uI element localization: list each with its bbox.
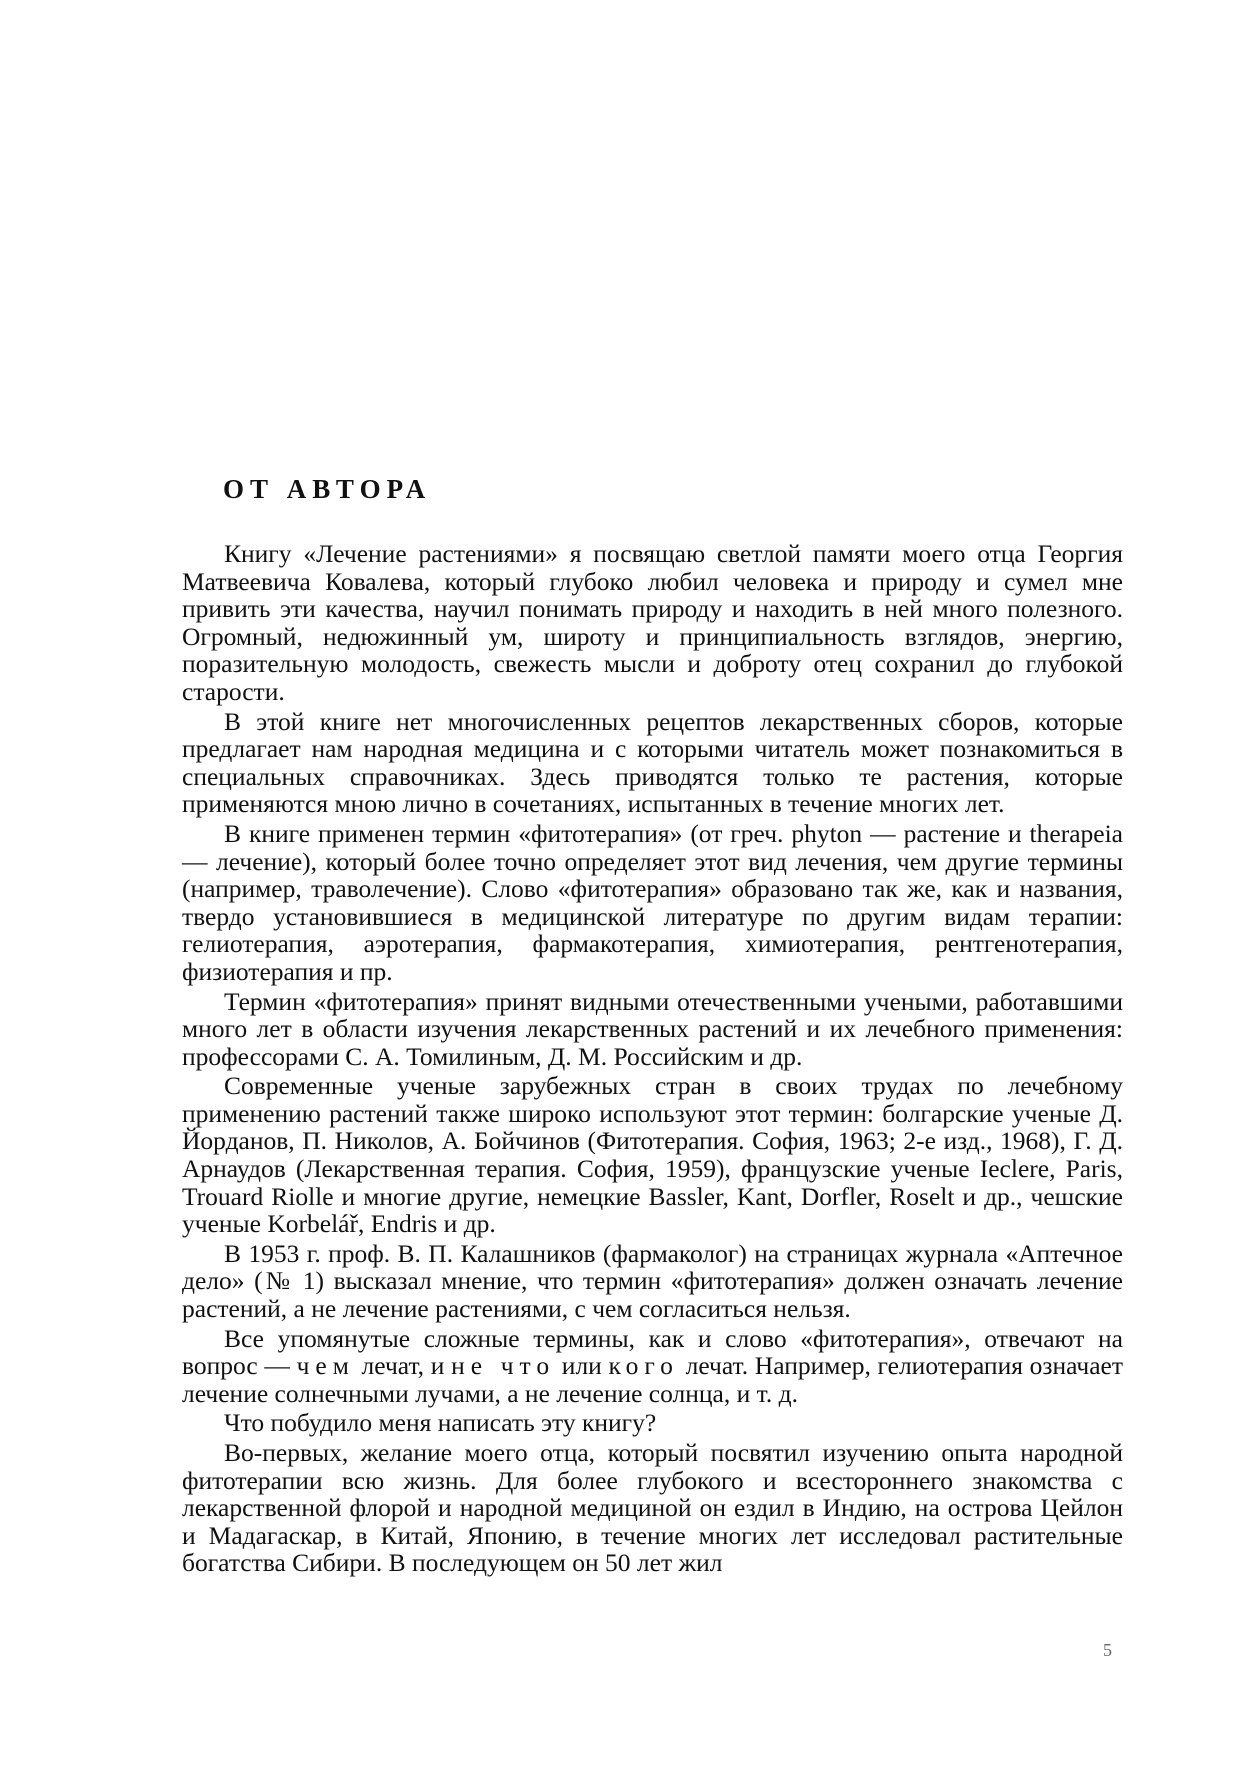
text-run: или [555, 1351, 609, 1381]
body-text [182, 540, 1123, 1579]
emphasis-what-treats: чем [296, 1351, 355, 1381]
emphasis-whom: кого [608, 1351, 679, 1381]
paragraph-foreign-scholars: Современные ученые зарубежных стран в своих трудах по лечебному применению растений также широко используют этот термин: болгарские ученые Д. Йорданов, П. Николов, А. Бойчинов (Фитотерапия. София, 1963; 2-е изд., 1968), Г. Д. Арнаудов (Лекарственная терапия. София, 1959), французские ученые Ieclere, Paris, Trouard Riolle и многие другие, немецкие Bassler, Kant, Dorfler, Roselt и др., чешские ученые Korbelář, Endris и др. [182, 1071, 1123, 1239]
page-number: 5 [1103, 1640, 1112, 1660]
section-heading: ОТ АВТОРА [223, 474, 432, 504]
paragraph-dedication: Книгу «Лечение растениями» я посвящаю светлой памяти моего отца Георгия Матвеевича Ковалева, который глубоко любил человека и природу и сумел мне привить эти качества, научил понимать природу и находить в ней много полезного. Огромный, недюжинный ум, широту и принципиальность взглядов, энергию, поразительную молодость, свежесть мысли и доброту отец сохранил до глубокой старости. [182, 539, 1123, 706]
paragraph-motivation: Во-первых, желание моего отца, который посвятил изучению опыта народной фитотерапии всю жизнь. Для более глубокого и всестороннего знакомства с лекарственной флорой и народной медициной он ездил в Индию, на острова Цейлон и Мадагаскар, в Китай, Японию, в течение многих лет исследовал растительные богатства Сибири. В последующем он 50 лет жил [182, 1438, 1123, 1578]
text-run: Все упомянутые сложные термины, как и слово «фитотерапия», отвечают на вопрос — [182, 1323, 1123, 1381]
paragraph-kalashnikov: В 1953 г. проф. В. П. Калашников (фармаколог) на страницах журнала «Аптечное дело» (№ 1) высказал мнение, что термин «фитотерапия» должен означать лечение растений, а не лечение растениями, с чем согласиться нельзя. [182, 1238, 1123, 1324]
paragraph-term-adoption: Термин «фитотерапия» принят видными отечественными учеными, работавшими много лет в области изучения лекарственных растений и их лечебного применения: профессорами С. А. Томилиным, Д. М. Российским и др. [182, 986, 1123, 1071]
text-run: лечат. Например, гелиотерапия означает лечение солнечными лучами, а не лечение солнца, и т. д. [182, 1351, 1124, 1408]
emphasis-not-what: не что [451, 1351, 556, 1381]
paragraph-question: Что побудило меня написать эту книгу? [224, 1408, 657, 1438]
paragraph-term-definition: В книге применен термин «фитотерапия» (от греч. phyton — растение и therapeia — лечение), который более точно определяет этот вид лечения, чем другие термины (например, траволечение). Слово «фитотерапия» образовано так же, как и названия, твердо установившиеся в медицинской литературе по другим видам терапии: гелиотерапия, аэротерапия, фармакотерапия, химиотерапия, рентгенотерапия, физиотерапия и пр. [182, 818, 1123, 986]
paragraph-term-meaning [182, 1325, 1123, 1408]
paragraph-recipes: В этой книге нет многочисленных рецептов лекарственных сборов, которые предлагает нам народная медицина и с которыми читатель может познакомиться в специальных справочниках. Здесь приводятся только те растения, которые применяются мною лично в сочетаниях, испытанных в течение многих лет. [182, 706, 1123, 819]
text-run: лечат, и [354, 1351, 452, 1381]
